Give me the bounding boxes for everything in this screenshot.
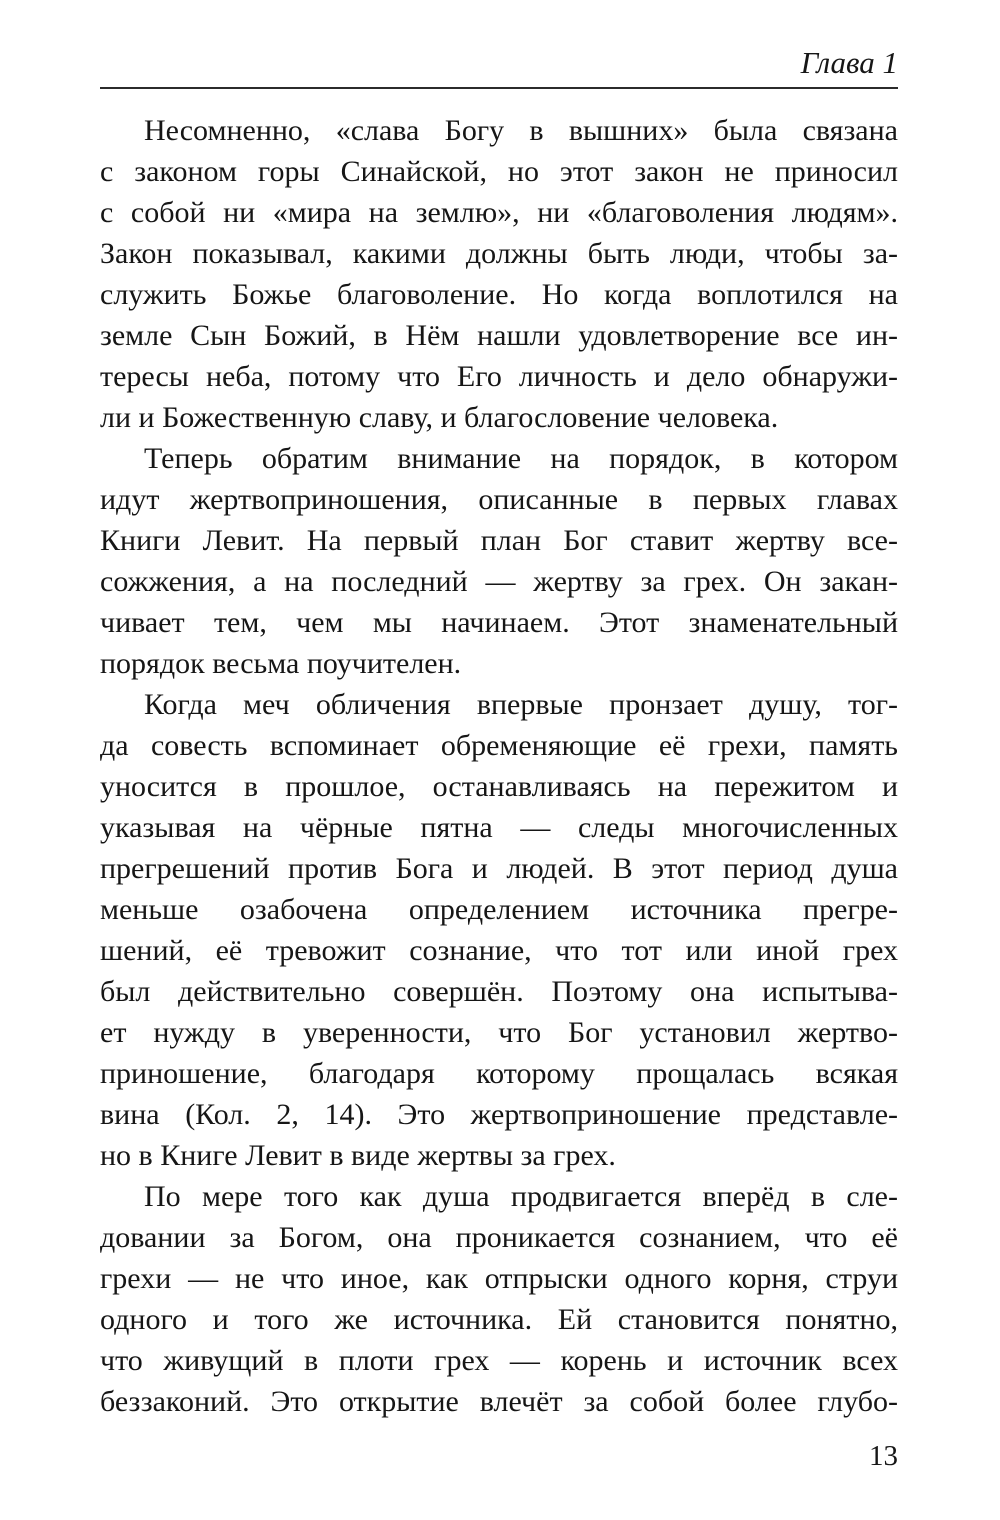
body-text xyxy=(100,110,898,1422)
chapter-heading: Глава 1 xyxy=(800,45,898,80)
paragraph xyxy=(100,684,898,1176)
text-line: прегрешений против Бога и людей. В этот период душа xyxy=(100,852,898,885)
text-line: тересы неба, потому что Его личность и дело обнаружи- xyxy=(100,360,898,393)
text-line: ли и Божественную славу, и благословение человека. xyxy=(100,401,779,434)
text-line: Когда меч обличения впервые пронзает душу, тог- xyxy=(144,688,898,721)
text-line: сожжения, а на последний — жертву за грех. Он закан- xyxy=(100,565,898,598)
text-line: По мере того как душа продвигается вперёд в сле- xyxy=(144,1180,898,1213)
text-line: меньше озабочена определением источника прегре- xyxy=(100,893,898,926)
text-line: одного и того же источника. Ей становится понятно, xyxy=(100,1303,898,1336)
paragraph xyxy=(100,1176,898,1422)
text-line: был действительно совершён. Поэтому она испытыва- xyxy=(100,975,898,1008)
header-rule xyxy=(100,87,898,89)
text-line: Теперь обратим внимание на порядок, в котором xyxy=(144,442,898,475)
text-line: грехи — не что иное, как отпрыски одного корня, струи xyxy=(100,1262,898,1295)
text-line: но в Книге Левит в виде жертвы за грех. xyxy=(100,1139,616,1172)
page-number: 13 xyxy=(869,1440,898,1472)
text-line: беззаконий. Это открытие влечёт за собой более глубо- xyxy=(100,1385,898,1418)
text-line: земле Сын Божий, в Нём нашли удовлетворение все ин- xyxy=(100,319,898,352)
text-line: идут жертвоприношения, описанные в первых главах xyxy=(100,483,898,516)
text-line: чивает тем, чем мы начинаем. Этот знаменательный xyxy=(100,606,898,639)
text-line: шений, её тревожит сознание, что тот или иной грех xyxy=(100,934,898,967)
text-line: порядок весьма поучителен. xyxy=(100,647,462,680)
text-line: да совесть вспоминает обременяющие её грехи, память xyxy=(100,729,898,762)
running-head xyxy=(100,44,898,89)
text-line: Книги Левит. На первый план Бог ставит жертву все- xyxy=(100,524,898,557)
paragraph xyxy=(100,438,898,684)
text-line: Несомненно, «слава Богу в вышних» была связана xyxy=(144,114,898,147)
text-line: довании за Богом, она проникается сознанием, что её xyxy=(100,1221,898,1254)
text-line: Закон показывал, какими должны быть люди, чтобы за- xyxy=(100,237,898,270)
text-line: приношение, благодаря которому прощалась всякая xyxy=(100,1057,898,1090)
paragraph xyxy=(100,110,898,438)
text-line: уносится в прошлое, останавливаясь на пережитом и xyxy=(100,770,898,803)
text-line: с законом горы Синайской, но этот закон не приносил xyxy=(100,155,898,188)
text-line: с собой ни «мира на землю», ни «благоволения людям». xyxy=(100,196,898,229)
text-line: указывая на чёрные пятна — следы многочисленных xyxy=(100,811,898,844)
text-line: служить Божье благоволение. Но когда воплотился на xyxy=(100,278,898,311)
text-line: что живущий в плоти грех — корень и источник всех xyxy=(100,1344,898,1377)
text-line: ет нужду в уверенности, что Бог установил жертво- xyxy=(100,1016,898,1049)
text-line: вина (Кол. 2, 14). Это жертвоприношение представле- xyxy=(100,1098,898,1131)
